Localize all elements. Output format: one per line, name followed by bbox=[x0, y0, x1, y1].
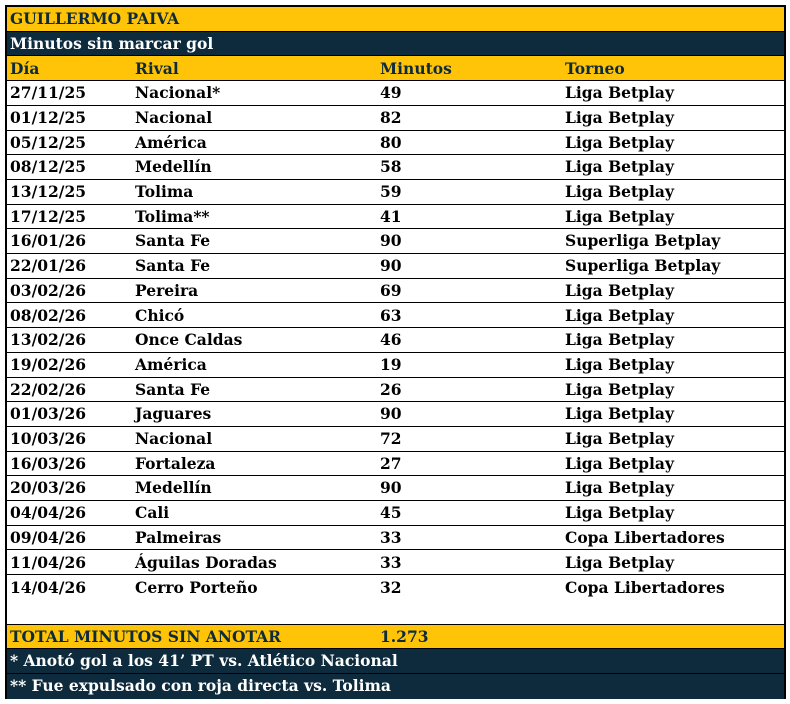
cell-minutos: 33 bbox=[380, 552, 402, 572]
cell-dia: 16/03/26 bbox=[10, 453, 87, 473]
cell-dia: 27/11/25 bbox=[10, 83, 87, 103]
cell-dia: 14/04/26 bbox=[10, 577, 87, 597]
footnote-goal bbox=[7, 649, 784, 674]
cell-dia: 01/03/26 bbox=[10, 404, 87, 424]
table-row bbox=[7, 205, 784, 230]
cell-torneo: Liga Betplay bbox=[565, 478, 674, 498]
cell-dia: 17/12/25 bbox=[10, 206, 87, 226]
cell-dia: 22/01/26 bbox=[10, 256, 87, 276]
cell-rival: Nacional bbox=[135, 429, 213, 449]
table-row bbox=[7, 575, 784, 600]
table-row bbox=[7, 180, 784, 205]
cell-dia: 16/01/26 bbox=[10, 231, 87, 251]
table-row bbox=[7, 550, 784, 575]
cell-rival: Medellín bbox=[135, 478, 212, 498]
cell-minutos: 90 bbox=[380, 478, 402, 498]
cell-torneo: Liga Betplay bbox=[565, 206, 674, 226]
cell-rival: América bbox=[135, 354, 207, 374]
cell-minutos: 69 bbox=[380, 280, 402, 300]
table-row bbox=[7, 452, 784, 477]
table-row bbox=[7, 526, 784, 551]
cell-rival: Nacional* bbox=[135, 83, 221, 103]
cell-rival: Santa Fe bbox=[135, 256, 211, 276]
cell-minutos: 49 bbox=[380, 83, 402, 103]
cell-rival: Cerro Porteño bbox=[135, 577, 258, 597]
column-header-torneo: Torneo bbox=[565, 58, 625, 78]
cell-dia: 11/04/26 bbox=[10, 552, 87, 572]
cell-minutos: 72 bbox=[380, 429, 402, 449]
cell-minutos: 90 bbox=[380, 231, 402, 251]
total-value: 1.273 bbox=[380, 626, 429, 646]
cell-rival: Palmeiras bbox=[135, 527, 222, 547]
cell-minutos: 63 bbox=[380, 305, 402, 325]
cell-dia: 01/12/25 bbox=[10, 107, 87, 127]
cell-minutos: 27 bbox=[380, 453, 402, 473]
table-row bbox=[7, 328, 784, 353]
cell-dia: 13/02/26 bbox=[10, 330, 87, 350]
cell-minutos: 33 bbox=[380, 527, 402, 547]
cell-torneo: Liga Betplay bbox=[565, 280, 674, 300]
cell-rival: América bbox=[135, 132, 207, 152]
cell-minutos: 90 bbox=[380, 404, 402, 424]
table-row bbox=[7, 131, 784, 156]
table-subtitle: Minutos sin marcar gol bbox=[10, 33, 214, 53]
cell-dia: 08/12/25 bbox=[10, 157, 87, 177]
player-name: GUILLERMO PAIVA bbox=[10, 9, 180, 28]
column-header-row bbox=[7, 56, 784, 81]
cell-torneo: Liga Betplay bbox=[565, 379, 674, 399]
cell-torneo: Copa Libertadores bbox=[565, 527, 725, 547]
cell-minutos: 32 bbox=[380, 577, 402, 597]
cell-torneo: Superliga Betplay bbox=[565, 231, 721, 251]
cell-rival: Tolima** bbox=[135, 206, 210, 226]
cell-rival: Pereira bbox=[135, 280, 199, 300]
total-label: TOTAL MINUTOS SIN ANOTAR bbox=[10, 626, 282, 646]
cell-rival: Fortaleza bbox=[135, 453, 216, 473]
table-row bbox=[7, 229, 784, 254]
cell-dia: 10/03/26 bbox=[10, 429, 87, 449]
cell-torneo: Liga Betplay bbox=[565, 330, 674, 350]
cell-dia: 04/04/26 bbox=[10, 503, 87, 523]
cell-dia: 08/02/26 bbox=[10, 305, 87, 325]
spacer-row bbox=[7, 600, 784, 625]
table-row bbox=[7, 378, 784, 403]
table-row bbox=[7, 501, 784, 526]
table-row bbox=[7, 353, 784, 378]
cell-minutos: 59 bbox=[380, 182, 402, 202]
cell-dia: 19/02/26 bbox=[10, 354, 87, 374]
cell-torneo: Liga Betplay bbox=[565, 453, 674, 473]
cell-torneo: Superliga Betplay bbox=[565, 256, 721, 276]
total-row bbox=[7, 625, 784, 650]
cell-dia: 03/02/26 bbox=[10, 280, 87, 300]
cell-minutos: 90 bbox=[380, 256, 402, 276]
column-header-rival: Rival bbox=[135, 58, 179, 78]
cell-minutos: 19 bbox=[380, 354, 402, 374]
cell-torneo: Copa Libertadores bbox=[565, 577, 725, 597]
cell-rival: Once Caldas bbox=[135, 330, 243, 350]
cell-torneo: Liga Betplay bbox=[565, 132, 674, 152]
table-row bbox=[7, 81, 784, 106]
cell-rival: Águilas Doradas bbox=[135, 552, 277, 572]
cell-torneo: Liga Betplay bbox=[565, 182, 674, 202]
cell-minutos: 82 bbox=[380, 107, 402, 127]
cell-minutos: 26 bbox=[380, 379, 402, 399]
footnote-red-card-text: ** Fue expulsado con roja directa vs. Tolima bbox=[10, 675, 391, 695]
column-header-dia: Día bbox=[10, 58, 40, 78]
cell-torneo: Liga Betplay bbox=[565, 83, 674, 103]
cell-minutos: 41 bbox=[380, 206, 402, 226]
cell-minutos: 80 bbox=[380, 132, 402, 152]
cell-rival: Chicó bbox=[135, 305, 185, 325]
cell-torneo: Liga Betplay bbox=[565, 107, 674, 127]
cell-torneo: Liga Betplay bbox=[565, 354, 674, 374]
cell-dia: 09/04/26 bbox=[10, 527, 87, 547]
table-row bbox=[7, 106, 784, 131]
cell-torneo: Liga Betplay bbox=[565, 404, 674, 424]
cell-torneo: Liga Betplay bbox=[565, 503, 674, 523]
column-header-minutos: Minutos bbox=[380, 58, 452, 78]
cell-torneo: Liga Betplay bbox=[565, 429, 674, 449]
cell-rival: Nacional bbox=[135, 107, 213, 127]
cell-rival: Santa Fe bbox=[135, 379, 211, 399]
cell-dia: 20/03/26 bbox=[10, 478, 87, 498]
table-row bbox=[7, 402, 784, 427]
table-subtitle-banner bbox=[7, 32, 784, 57]
table-row bbox=[7, 155, 784, 180]
cell-torneo: Liga Betplay bbox=[565, 305, 674, 325]
footnote-red-card bbox=[7, 674, 784, 699]
cell-dia: 13/12/25 bbox=[10, 182, 87, 202]
table-row bbox=[7, 427, 784, 452]
table-row bbox=[7, 303, 784, 328]
stats-table bbox=[5, 5, 786, 699]
cell-minutos: 45 bbox=[380, 503, 402, 523]
cell-minutos: 58 bbox=[380, 157, 402, 177]
cell-rival: Tolima bbox=[135, 182, 194, 202]
cell-minutos: 46 bbox=[380, 330, 402, 350]
cell-torneo: Liga Betplay bbox=[565, 157, 674, 177]
cell-rival: Santa Fe bbox=[135, 231, 211, 251]
table-row bbox=[7, 476, 784, 501]
cell-rival: Medellín bbox=[135, 157, 212, 177]
cell-rival: Cali bbox=[135, 503, 170, 523]
table-row bbox=[7, 279, 784, 304]
cell-rival: Jaguares bbox=[135, 404, 212, 424]
footnote-goal-text: * Anotó gol a los 41’ PT vs. Atlético Nacional bbox=[10, 651, 398, 671]
table-row bbox=[7, 254, 784, 279]
cell-dia: 05/12/25 bbox=[10, 132, 87, 152]
cell-torneo: Liga Betplay bbox=[565, 552, 674, 572]
player-name-banner bbox=[7, 7, 784, 32]
cell-dia: 22/02/26 bbox=[10, 379, 87, 399]
